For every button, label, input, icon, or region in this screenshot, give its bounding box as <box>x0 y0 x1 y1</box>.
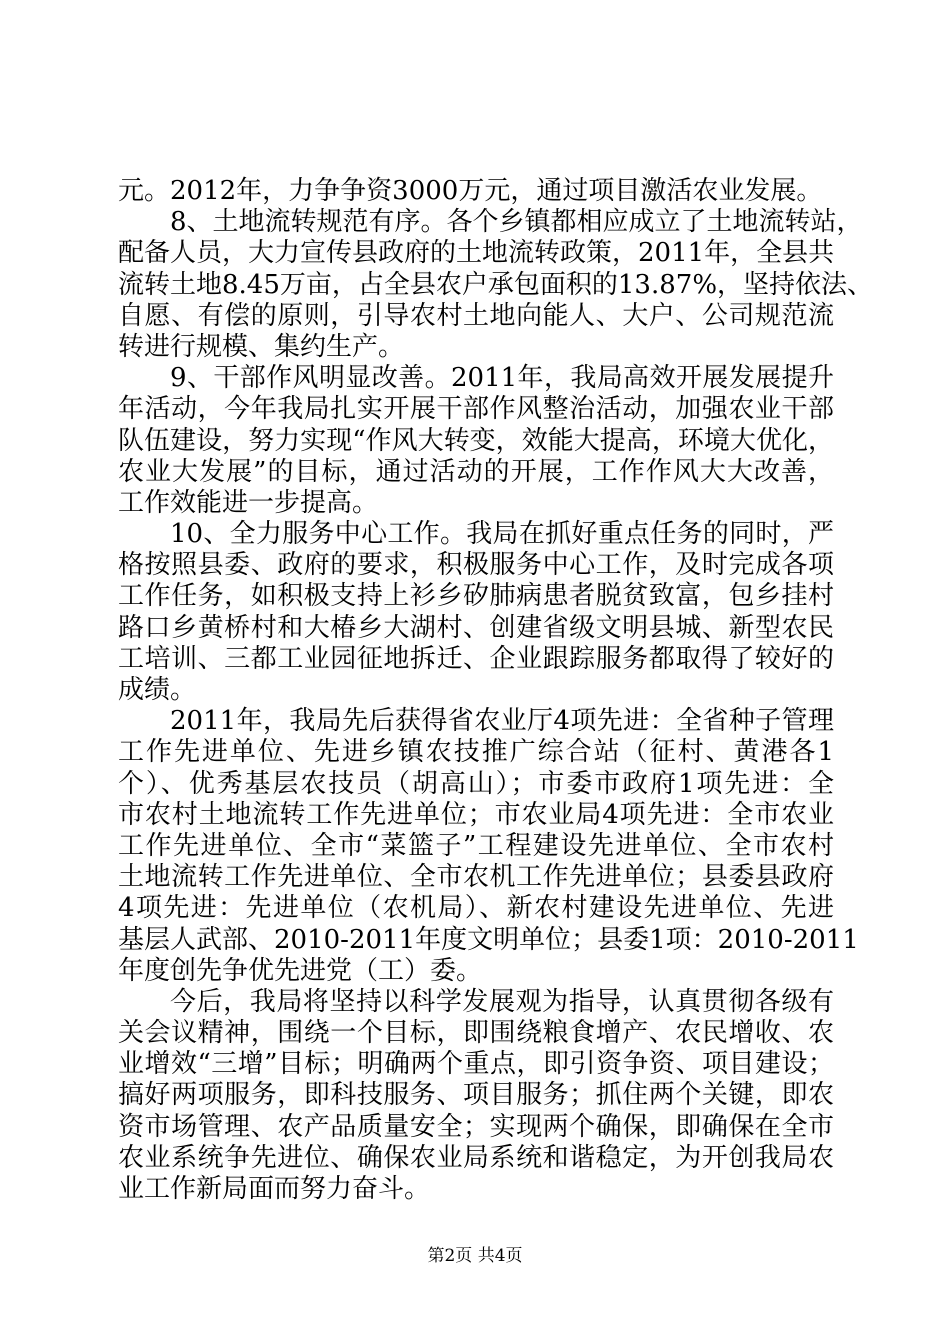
text-line: 元。2012年，力争争资3000万元，通过项目激活农业发展。 <box>118 176 823 206</box>
page-number-footer: 第2页 共4页 <box>427 1246 523 1266</box>
text-line: 队伍建设，努力实现“作风大转变，效能大提高，环境大优化， <box>118 425 834 456</box>
text-line: 工培训、三都工业园征地拆迁、企业跟踪服务都取得了较好的 <box>118 643 834 674</box>
text-line: 农业系统争先进位、确保农业局系统和谐稳定，为开创我局农 <box>118 1142 834 1173</box>
text-line: 年活动，今年我局扎实开展干部作风整治活动，加强农业干部 <box>118 394 834 425</box>
text-line: 搞好两项服务，即科技服务、项目服务；抓住两个关键，即农 <box>118 1080 834 1111</box>
text-line: 10、全力服务中心工作。我局在抓好重点任务的同时，严 <box>170 519 834 550</box>
text-line: 流转土地8.45万亩，占全县农户承包面积的13.87%，坚持依法、 <box>118 269 874 300</box>
text-line: 格按照县委、政府的要求，积极服务中心工作，及时完成各项 <box>118 550 834 581</box>
text-line: 成绩。 <box>118 675 197 705</box>
text-line: 转进行规模、集约生产。 <box>118 331 405 362</box>
text-line: 工作效能进一步提高。 <box>118 487 379 518</box>
text-line: 8、土地流转规范有序。各个乡镇都相应成立了土地流转站， <box>170 207 863 238</box>
text-line: 自愿、有偿的原则，引导农村土地向能人、大户、公司规范流 <box>118 300 834 331</box>
text-line: 路口乡黄桥村和大椿乡大湖村、创建省级文明县城、新型农民 <box>118 612 834 643</box>
text-line: 业增效“三增”目标；明确两个重点，即引资争资、项目建设； <box>118 1049 834 1080</box>
text-line: 市农村土地流转工作先进单位；市农业局4项先进：全市农业 <box>118 799 834 830</box>
text-line: 配备人员，大力宣传县政府的土地流转政策，2011年，全县共 <box>118 238 835 269</box>
text-line: 工作任务，如积极支持上衫乡矽肺病患者脱贫致富，包乡挂村 <box>118 581 834 612</box>
text-line: 2011年，我局先后获得省农业厅4项先进：全省种子管理 <box>170 706 834 737</box>
text-line: 农业大发展”的目标，通过活动的开展，工作作风大大改善， <box>118 456 834 487</box>
text-line: 关会议精神，围绕一个目标，即围绕粮食增产、农民增收、农 <box>118 1018 834 1049</box>
text-line: 9、干部作风明显改善。2011年，我局高效开展发展提升 <box>170 363 834 394</box>
text-line: 年度创先争优先进党（工）委。 <box>118 955 483 986</box>
text-line: 个）、优秀基层农技员（胡高山）；市委市政府1项先进：全 <box>118 768 834 799</box>
text-line: 土地流转工作先进单位、全市农机工作先进单位；县委县政府 <box>118 862 834 893</box>
text-line: 业工作新局面而努力奋斗。 <box>118 1174 431 1204</box>
text-line: 工作先进单位、全市“菜篮子”工程建设先进单位、全市农村 <box>118 830 834 861</box>
document-body <box>118 176 874 1205</box>
text-line: 今后，我局将坚持以科学发展观为指导，认真贯彻各级有 <box>170 986 834 1017</box>
text-line: 4项先进：先进单位（农机局）、新农村建设先进单位、先进 <box>118 893 834 924</box>
text-line: 基层人武部、2010-2011年度文明单位；县委1项：2010-2011 <box>118 924 859 955</box>
text-line: 资市场管理、农产品质量安全；实现两个确保，即确保在全市 <box>118 1111 834 1142</box>
text-line: 工作先进单位、先进乡镇农技推广综合站（征村、黄港各1 <box>118 737 834 768</box>
